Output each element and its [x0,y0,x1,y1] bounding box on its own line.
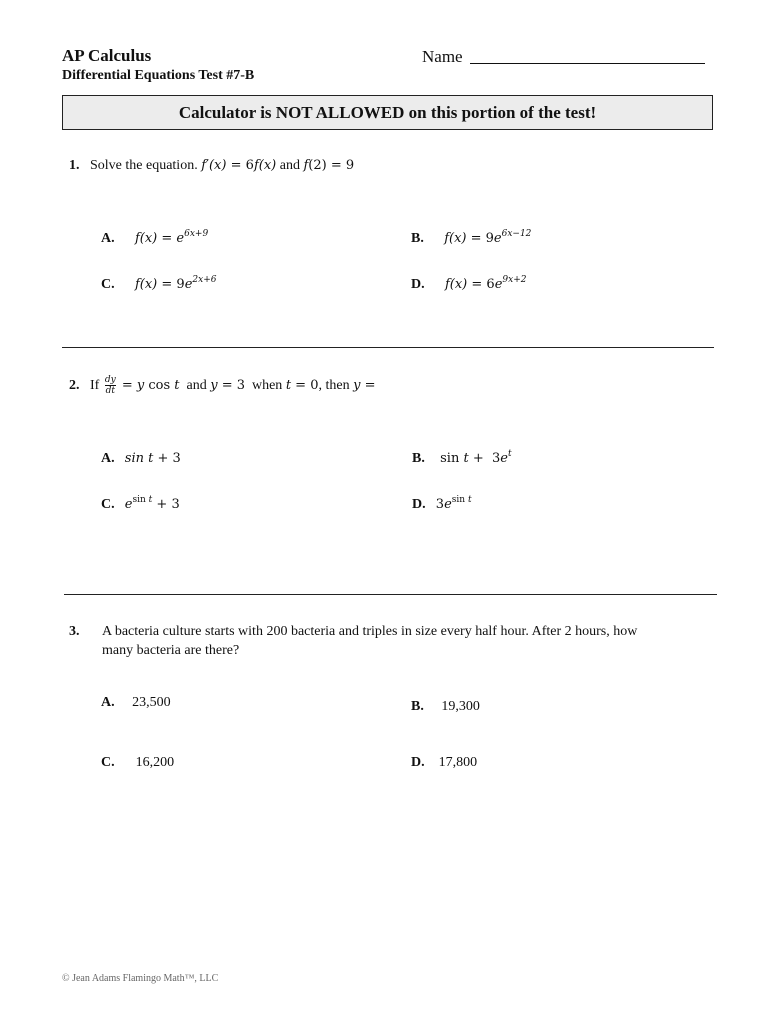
q3-choice-b[interactable]: B. 19,300 [411,699,480,714]
divider [64,594,717,595]
initial-condition: f(2) = 9 [303,158,355,173]
choice-value: 19,300 [441,699,480,714]
then-text: , then [318,377,350,393]
unknown-y: y = [353,378,376,393]
calculator-banner [62,95,713,130]
question-number: 3. [69,624,80,639]
condition-t: t = 0 [285,378,319,393]
question-prompt: Solve the equation. [90,158,198,173]
test-subtitle: Differential Equations Test #7-B [62,68,255,83]
q2-choice-d[interactable]: D. $3e^{sin t}$ [412,495,472,512]
derivative-fraction: $\frac{dy}{dt}$ [104,375,116,396]
copyright-footer: © Jean Adams Flamingo Math™, LLC [62,973,219,984]
question-if: If [90,377,100,393]
choice-value: 17,800 [438,755,478,770]
choice-math: $f(x) = 6e^{9x+2}$ [444,275,527,292]
question-3 [69,622,669,660]
question-number: 1. [69,158,80,173]
name-label: Name [422,47,463,66]
when-text: when [251,377,283,393]
choice-math: $f(x) = e^{6x+9}$ [134,229,209,246]
banner-text: Calculator is NOT ALLOWED on this portion of the test! [178,102,597,122]
choice-value: 16,200 [135,755,175,770]
question-prompt: A bacteria culture starts with 200 bacteria and triples in size every half hour. After 2 hours, how many bacteria are there? [102,624,638,658]
choice-math: $e^{sin t} + 3$ [124,495,180,512]
q3-choice-a[interactable]: A. 23,500 [101,695,171,710]
equation: = y cos t [121,378,180,393]
choice-math: $f(x) = 9e^{2x+6}$ [134,275,217,292]
q3-choice-d[interactable]: D. 17,800 [411,755,478,770]
choice-math: $f(x) = 9e^{6x-12}$ [444,229,532,246]
name-blank-line[interactable] [470,63,705,64]
q1-choice-a[interactable]: A. $f(x) = e^{6x+9}$ [101,229,209,246]
divider [62,347,714,348]
course-title: AP Calculus [62,46,152,65]
equation-and: and [279,158,300,173]
choice-math: $3e^{sin t}$ [435,495,472,512]
equation: f′(x) = 6f(x) [201,158,277,173]
q1-choice-b[interactable]: B. $f(x) = 9e^{6x-12}$ [411,229,532,246]
q2-choice-b[interactable]: B. $\sin t + 3e^t$ [412,449,512,466]
question-2 [69,375,375,396]
choice-math: $\sin t + 3e^t$ [440,449,512,466]
choice-math: sin t + 3 [124,451,181,466]
choice-value: 23,500 [132,695,171,710]
q1-choice-c[interactable]: C. $f(x) = 9e^{2x+6}$ [101,275,217,292]
q2-choice-c[interactable]: C. $e^{sin t} + 3$ [101,495,180,512]
q3-choice-c[interactable]: C. 16,200 [101,755,175,770]
question-1 [69,158,354,174]
q1-choice-d[interactable]: D. $f(x) = 6e^{9x+2}$ [411,275,527,292]
q2-choice-a[interactable]: A. sin t + 3 [101,451,181,466]
and-text: and [186,377,207,393]
condition-y: y = 3 [210,378,245,393]
question-number: 2. [69,377,80,393]
